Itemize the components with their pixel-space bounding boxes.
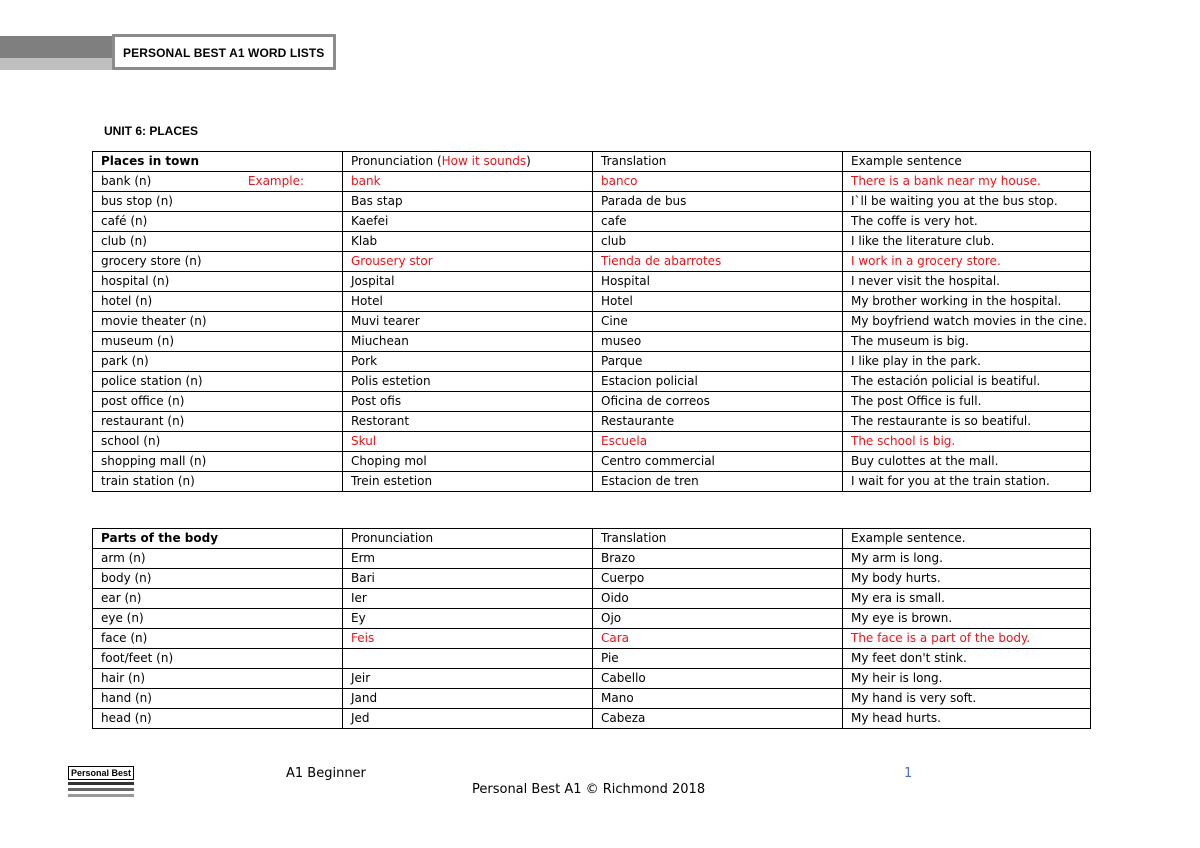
- header-bar-dark: [0, 36, 112, 58]
- example-sentence-cell: I never visit the hospital.: [843, 272, 1091, 292]
- table-row: [93, 172, 1091, 192]
- word-cell: school (n): [93, 432, 343, 452]
- table-row: [93, 272, 1091, 292]
- col-header-word: Parts of the body: [93, 529, 343, 549]
- table-row: [93, 192, 1091, 212]
- col-header-translation: Translation: [593, 152, 843, 172]
- word-cell: hair (n): [93, 669, 343, 689]
- pronunciation-cell: bank: [343, 172, 593, 192]
- table-row: [93, 609, 1091, 629]
- table-row: [93, 569, 1091, 589]
- table-row: [93, 352, 1091, 372]
- translation-cell: museo: [593, 332, 843, 352]
- places-header-row: [93, 152, 1091, 172]
- example-sentence-cell: The estación policial is beatiful.: [843, 372, 1091, 392]
- body-header-row: [93, 529, 1091, 549]
- table-row: [93, 212, 1091, 232]
- word-cell: grocery store (n): [93, 252, 343, 272]
- translation-cell: Parque: [593, 352, 843, 372]
- footer-copyright: Personal Best A1 © Richmond 2018: [472, 782, 706, 797]
- word-cell: café (n): [93, 212, 343, 232]
- translation-cell: banco: [593, 172, 843, 192]
- parts-of-body-table: [92, 528, 1091, 729]
- table-row: [93, 629, 1091, 649]
- word-cell: hand (n): [93, 689, 343, 709]
- translation-cell: Cabeza: [593, 709, 843, 729]
- example-sentence-cell: I work in a grocery store.: [843, 252, 1091, 272]
- word-cell: hospital (n): [93, 272, 343, 292]
- example-sentence-cell: The face is a part of the body.: [843, 629, 1091, 649]
- col-header-example: Example sentence: [843, 152, 1091, 172]
- example-marker: Example:: [247, 174, 304, 188]
- table-row: [93, 292, 1091, 312]
- table-row: [93, 252, 1091, 272]
- translation-cell: Hotel: [593, 292, 843, 312]
- personal-best-logo: Personal Best: [68, 766, 134, 798]
- example-sentence-cell: The coffe is very hot.: [843, 212, 1091, 232]
- word-cell: body (n): [93, 569, 343, 589]
- pronunciation-cell: Jospital: [343, 272, 593, 292]
- word-cell: police station (n): [93, 372, 343, 392]
- translation-cell: cafe: [593, 212, 843, 232]
- pronunciation-cell: Trein estetion: [343, 472, 593, 492]
- word-cell: train station (n): [93, 472, 343, 492]
- pronunciation-cell: [343, 649, 593, 669]
- example-sentence-cell: My era is small.: [843, 589, 1091, 609]
- translation-cell: Ojo: [593, 609, 843, 629]
- table-row: [93, 649, 1091, 669]
- table-row: [93, 412, 1091, 432]
- pronunciation-cell: Bas stap: [343, 192, 593, 212]
- col-header-translation: Translation: [593, 529, 843, 549]
- footer-level: A1 Beginner: [286, 766, 366, 781]
- col-header-example: Example sentence.: [843, 529, 1091, 549]
- word-cell: restaurant (n): [93, 412, 343, 432]
- translation-cell: Restaurante: [593, 412, 843, 432]
- example-sentence-cell: The museum is big.: [843, 332, 1091, 352]
- pronunciation-cell: Choping mol: [343, 452, 593, 472]
- translation-cell: Cine: [593, 312, 843, 332]
- translation-cell: Pie: [593, 649, 843, 669]
- table-row: [93, 689, 1091, 709]
- table-row: [93, 312, 1091, 332]
- example-sentence-cell: My head hurts.: [843, 709, 1091, 729]
- pronunciation-cell: Post ofis: [343, 392, 593, 412]
- example-sentence-cell: My body hurts.: [843, 569, 1091, 589]
- word-cell: face (n): [93, 629, 343, 649]
- page-number: 1: [904, 766, 913, 781]
- pronunciation-cell: Feis: [343, 629, 593, 649]
- translation-cell: Cara: [593, 629, 843, 649]
- example-sentence-cell: The restaurante is so beatiful.: [843, 412, 1091, 432]
- col-header-pronunciation: Pronunciation (How it sounds): [343, 152, 593, 172]
- translation-cell: Hospital: [593, 272, 843, 292]
- word-cell: ear (n): [93, 589, 343, 609]
- col-header-pronunciation: Pronunciation: [343, 529, 593, 549]
- word-cell: bank (n) Example:: [93, 172, 343, 192]
- example-sentence-cell: My brother working in the hospital.: [843, 292, 1091, 312]
- pronunciation-cell: Restorant: [343, 412, 593, 432]
- pronunciation-cell: Kaefei: [343, 212, 593, 232]
- word-cell: club (n): [93, 232, 343, 252]
- translation-cell: Tienda de abarrotes: [593, 252, 843, 272]
- table-row: [93, 669, 1091, 689]
- pronunciation-cell: Jeir: [343, 669, 593, 689]
- word-cell: park (n): [93, 352, 343, 372]
- word-cell: movie theater (n): [93, 312, 343, 332]
- example-sentence-cell: My heir is long.: [843, 669, 1091, 689]
- places-in-town-table: [92, 151, 1091, 492]
- translation-cell: Estacion policial: [593, 372, 843, 392]
- example-sentence-cell: The post Office is full.: [843, 392, 1091, 412]
- translation-cell: Brazo: [593, 549, 843, 569]
- table-row: [93, 589, 1091, 609]
- example-sentence-cell: I wait for you at the train station.: [843, 472, 1091, 492]
- pronunciation-cell: Pork: [343, 352, 593, 372]
- table-row: [93, 432, 1091, 452]
- pronunciation-cell: Skul: [343, 432, 593, 452]
- pronunciation-cell: Grousery stor: [343, 252, 593, 272]
- word-cell: head (n): [93, 709, 343, 729]
- translation-cell: Escuela: [593, 432, 843, 452]
- translation-cell: Mano: [593, 689, 843, 709]
- table-row: [93, 472, 1091, 492]
- header-bar-light: [0, 58, 112, 70]
- pronunciation-cell: Muvi tearer: [343, 312, 593, 332]
- col-header-word: Places in town: [93, 152, 343, 172]
- pronunciation-hint: How it sounds: [441, 154, 527, 168]
- translation-cell: Cabello: [593, 669, 843, 689]
- translation-cell: Oficina de correos: [593, 392, 843, 412]
- word-cell: shopping mall (n): [93, 452, 343, 472]
- example-sentence-cell: I`ll be waiting you at the bus stop.: [843, 192, 1091, 212]
- header-banner: [112, 34, 336, 70]
- table-row: [93, 392, 1091, 412]
- example-sentence-cell: My arm is long.: [843, 549, 1091, 569]
- pronunciation-cell: Bari: [343, 569, 593, 589]
- translation-cell: Centro commercial: [593, 452, 843, 472]
- word-cell: post office (n): [93, 392, 343, 412]
- document-title: PERSONAL BEST A1 WORD LISTS: [123, 46, 325, 60]
- example-sentence-cell: My eye is brown.: [843, 609, 1091, 629]
- translation-cell: club: [593, 232, 843, 252]
- translation-cell: Parada de bus: [593, 192, 843, 212]
- example-sentence-cell: My boyfriend watch movies in the cine.: [843, 312, 1091, 332]
- table-row: [93, 452, 1091, 472]
- word-cell: arm (n): [93, 549, 343, 569]
- table-row: [93, 232, 1091, 252]
- word-cell: eye (n): [93, 609, 343, 629]
- example-sentence-cell: My hand is very soft.: [843, 689, 1091, 709]
- word-cell: foot/feet (n): [93, 649, 343, 669]
- pronunciation-cell: Miuchean: [343, 332, 593, 352]
- example-sentence-cell: Buy culottes at the mall.: [843, 452, 1091, 472]
- pronunciation-cell: Ier: [343, 589, 593, 609]
- word-cell: museum (n): [93, 332, 343, 352]
- table-row: [93, 709, 1091, 729]
- unit-title: UNIT 6: PLACES: [104, 124, 199, 138]
- table-row: [93, 332, 1091, 352]
- pronunciation-cell: Jed: [343, 709, 593, 729]
- pronunciation-cell: Jand: [343, 689, 593, 709]
- word-cell: hotel (n): [93, 292, 343, 312]
- table-row: [93, 372, 1091, 392]
- pronunciation-cell: Hotel: [343, 292, 593, 312]
- example-sentence-cell: There is a bank near my house.: [843, 172, 1091, 192]
- pronunciation-cell: Ey: [343, 609, 593, 629]
- translation-cell: Estacion de tren: [593, 472, 843, 492]
- pronunciation-cell: Klab: [343, 232, 593, 252]
- translation-cell: Cuerpo: [593, 569, 843, 589]
- example-sentence-cell: The school is big.: [843, 432, 1091, 452]
- table-row: [93, 549, 1091, 569]
- pronunciation-cell: Erm: [343, 549, 593, 569]
- pronunciation-cell: Polis estetion: [343, 372, 593, 392]
- translation-cell: Oido: [593, 589, 843, 609]
- word-cell: bus stop (n): [93, 192, 343, 212]
- example-sentence-cell: I like play in the park.: [843, 352, 1091, 372]
- example-sentence-cell: My feet don't stink.: [843, 649, 1091, 669]
- example-sentence-cell: I like the literature club.: [843, 232, 1091, 252]
